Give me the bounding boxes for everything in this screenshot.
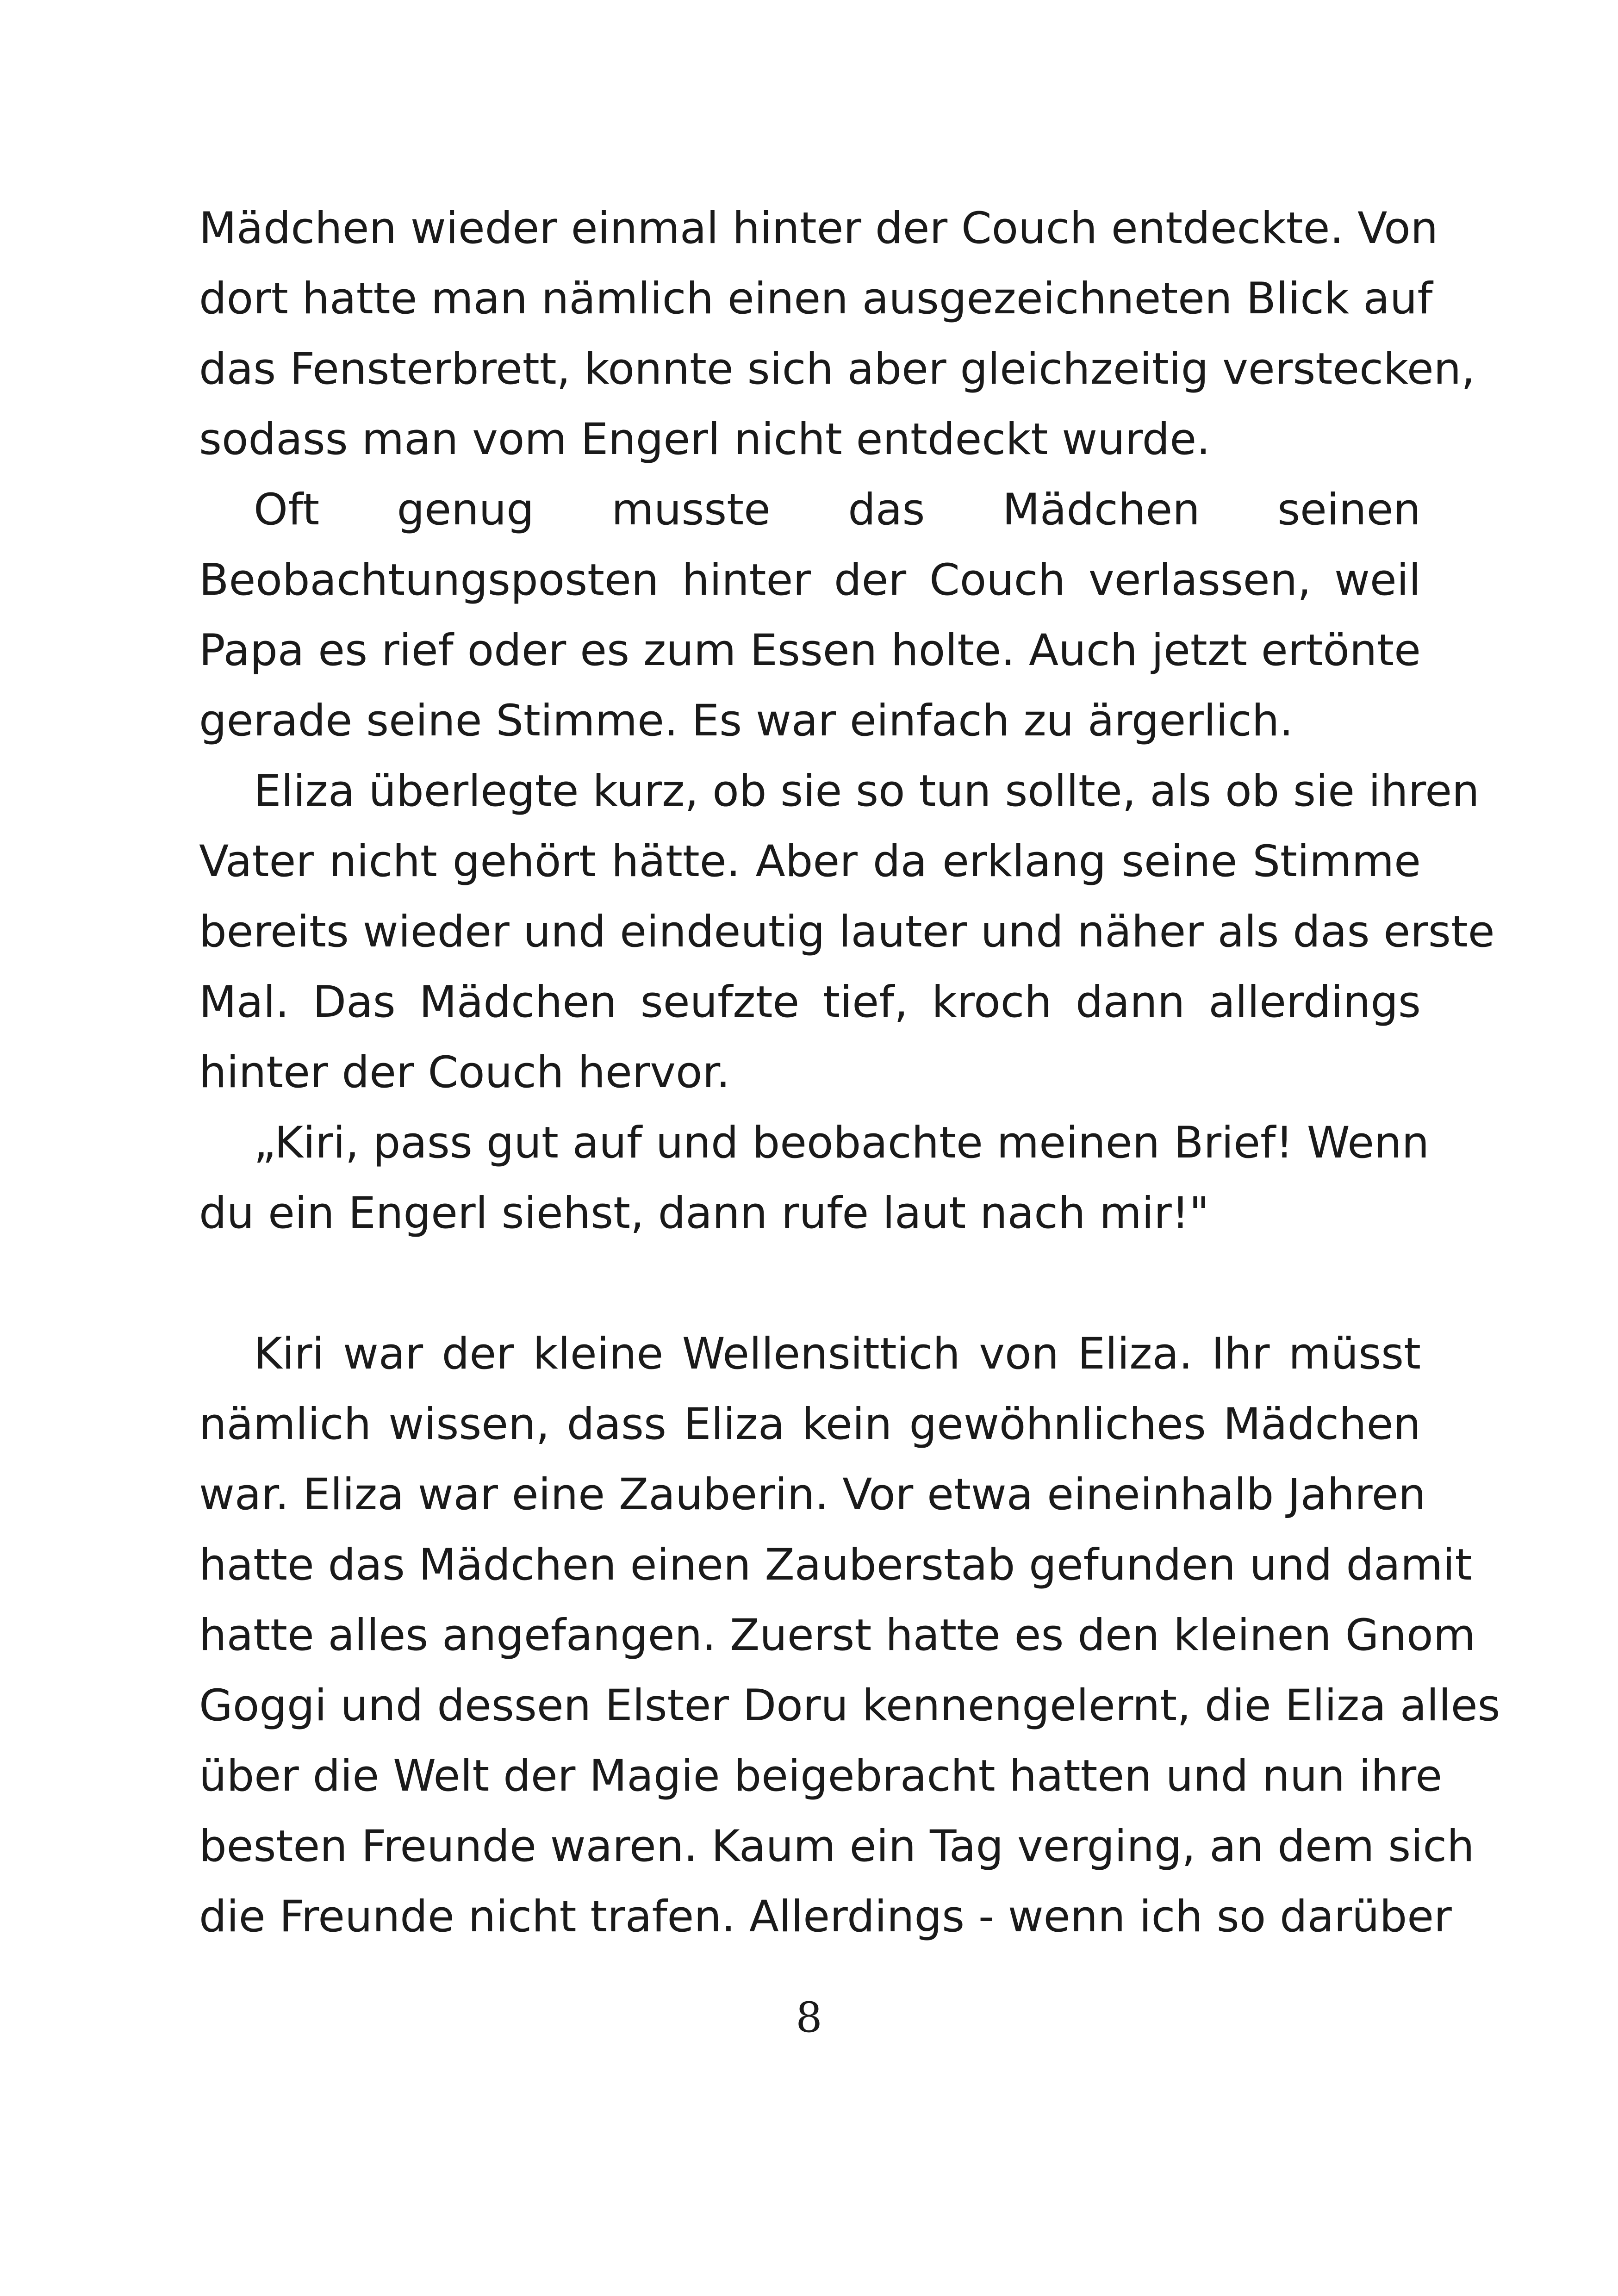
text-line: hatte das Mädchen einen Zauberstab gefunden und damit [199,1540,1472,1590]
text-line: Papa es rief oder es zum Essen holte. Auch jetzt ertönte [199,625,1421,676]
text-line: gerade seine Stimme. Es war einfach zu ärgerlich. [199,696,1294,746]
text-line: hatte alles angefangen. Zuerst hatte es den kleinen Gnom [199,1610,1476,1661]
text-line: „Kiri, pass gut auf und beobachte meinen Brief! Wenn [254,1118,1430,1168]
text-line: dort hatte man nämlich einen ausgezeichneten Blick auf [199,274,1433,324]
text-line: Vater nicht gehört hätte. Aber da erklang seine Stimme [199,836,1421,887]
text-line: Eliza überlegte kurz, ob sie so tun sollte, als ob sie ihren [254,766,1480,816]
text-line: hinter der Couch hervor. [199,1047,730,1098]
text-line: besten Freunde waren. Kaum ein Tag verging, an dem sich [199,1821,1475,1872]
text-line: bereits wieder und eindeutig lauter und näher als das erste [199,907,1495,957]
text-line: Kiri war der kleine Wellensittich von Eliza. Ihr müsst [254,1329,1421,1379]
text-line: Mal. Das Mädchen seufzte tief, kroch dann allerdings [199,977,1421,1027]
text-line: die Freunde nicht trafen. Allerdings - wenn ich so darüber [199,1892,1452,1942]
paragraph-gap [199,1249,1421,1319]
text-line: Oft genug musste das Mädchen seinen [254,485,1421,535]
body-text [199,193,1500,1952]
text-line: sodass man vom Engerl nicht entdeckt wurde. [199,414,1211,465]
text-line: du ein Engerl siehst, dann rufe laut nach mir!" [199,1188,1209,1238]
page-number: 8 [796,1993,822,2042]
text-line: Mädchen wieder einmal hinter der Couch entdeckte. Von [199,203,1438,254]
text-line: Beobachtungsposten hinter der Couch verlassen, weil [199,555,1421,605]
text-line: über die Welt der Magie beigebracht hatten und nun ihre [199,1751,1443,1801]
text-line: das Fensterbrett, konnte sich aber gleichzeitig verstecken, [199,344,1475,394]
text-line: Goggi und dessen Elster Doru kennengelernt, die Eliza alles [199,1680,1500,1731]
text-line: war. Eliza war eine Zauberin. Vor etwa eineinhalb Jahren [199,1469,1426,1520]
text-line: nämlich wissen, dass Eliza kein gewöhnliches Mädchen [199,1399,1421,1450]
